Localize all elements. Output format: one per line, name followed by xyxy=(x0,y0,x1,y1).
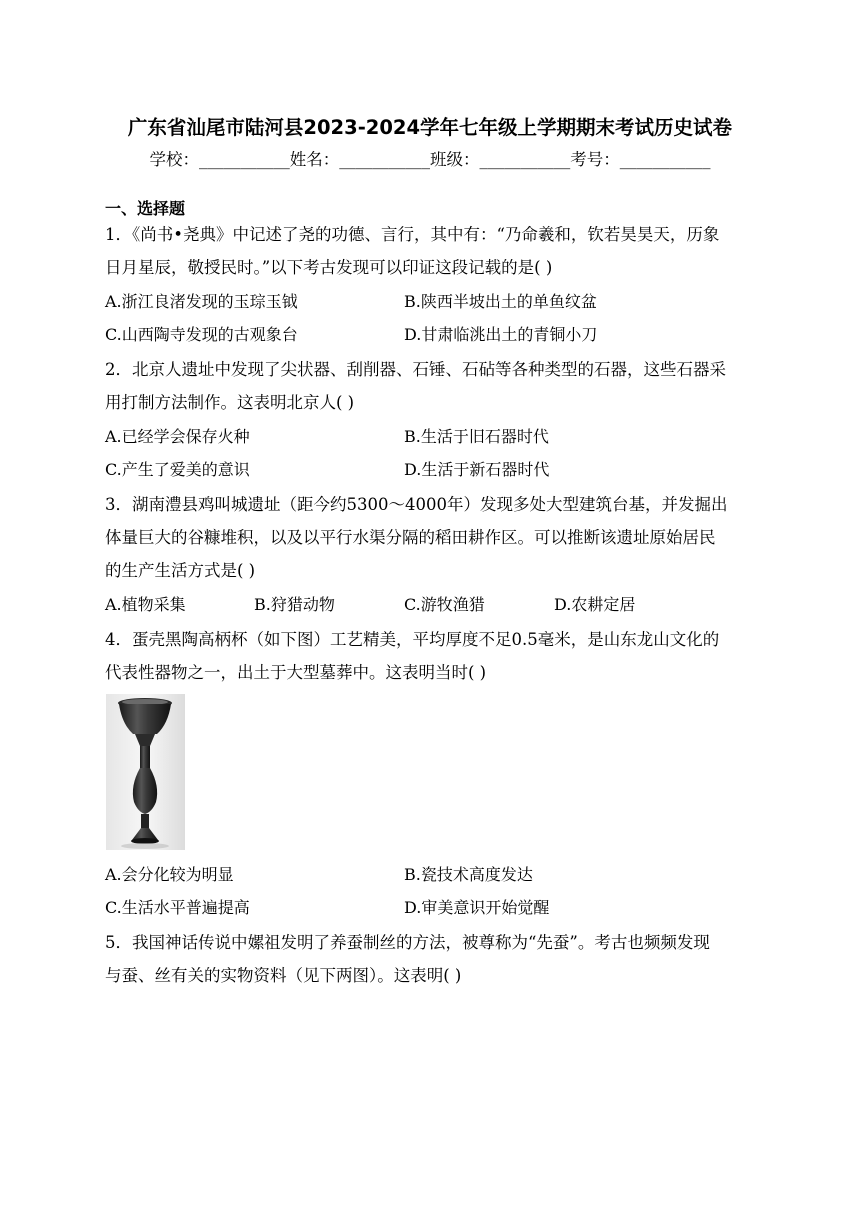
question-4-option-a: A.会分化较为明显 xyxy=(105,865,234,884)
question-1-line-2: 日月星辰，敬授民时。”以下考古发现可以印证这段记载的是( ) xyxy=(105,258,553,277)
question-2-line-1: 2．北京人遗址中发现了尖状器、刮削器、石锤、石砧等各种类型的石器，这些石器采 xyxy=(105,360,726,379)
question-3-option-b: B.狩猎动物 xyxy=(254,595,335,614)
question-3-line-2: 体量巨大的谷糠堆积，以及以平行水渠分隔的稻田耕作区。可以推断该遗址原始居民 xyxy=(105,528,716,547)
question-2-option-d: D.生活于新石器时代 xyxy=(404,460,550,479)
question-2-option-c: C.产生了爱美的意识 xyxy=(105,460,250,479)
question-2-option-b: B.生活于旧石器时代 xyxy=(404,427,549,446)
question-1-option-a: A.浙江良渚发现的玉琮玉钺 xyxy=(105,292,298,311)
question-3-option-d: D.农耕定居 xyxy=(554,595,636,614)
question-3-option-a: A.植物采集 xyxy=(105,595,186,614)
question-4-line-1: 4．蛋壳黑陶高柄杯（如下图）工艺精美，平均厚度不足0.5毫米，是山东龙山文化的 xyxy=(105,630,720,649)
question-3-line-1: 3．湖南澧县鸡叫城遗址（距今约5300～4000年）发现多处大型建筑台基，并发掘出 xyxy=(105,495,728,514)
question-1-option-d: D.甘肃临洮出土的青铜小刀 xyxy=(404,325,598,344)
question-3-line-3: 的生产生活方式是( ) xyxy=(105,561,256,580)
question-4-option-b: B.瓷技术高度发达 xyxy=(404,865,533,884)
question-4-option-d: D.审美意识开始觉醒 xyxy=(404,898,550,917)
question-1-option-c: C.山西陶寺发现的古观象台 xyxy=(105,325,298,344)
section-title: 一、选择题 xyxy=(105,199,186,218)
question-5-line-1: 5．我国神话传说中嫘祖发明了养蚕制丝的方法，被尊称为“先蚕”。考古也频频发现 xyxy=(105,933,710,952)
question-2-line-2: 用打制方法制作。这表明北京人( ) xyxy=(105,393,355,412)
question-4-option-c: C.生活水平普遍提高 xyxy=(105,898,250,917)
question-3-option-c: C.游牧渔猎 xyxy=(404,595,485,614)
question-1-line-1: 1．《尚书•尧典》中记述了尧的功德、言行，其中有：“乃命羲和，钦若昊昊天，历象 xyxy=(105,225,720,244)
question-2-option-a: A.已经学会保存火种 xyxy=(105,427,250,446)
black-pottery-goblet-image xyxy=(106,694,185,850)
question-1-option-b: B.陕西半坡出土的单鱼纹盆 xyxy=(404,292,597,311)
exam-title: 广东省汕尾市陆河县2023-2024学年七年级上学期期末考试历史试卷 xyxy=(127,116,733,139)
question-4-line-2: 代表性器物之一，出土于大型墓葬中。这表明当时( ) xyxy=(105,663,487,682)
question-5-line-2: 与蚕、丝有关的实物资料（见下两图）。这表明( ) xyxy=(105,966,462,985)
student-info-line: 学校：___________姓名：___________班级：___________考号：___________ xyxy=(149,150,711,169)
